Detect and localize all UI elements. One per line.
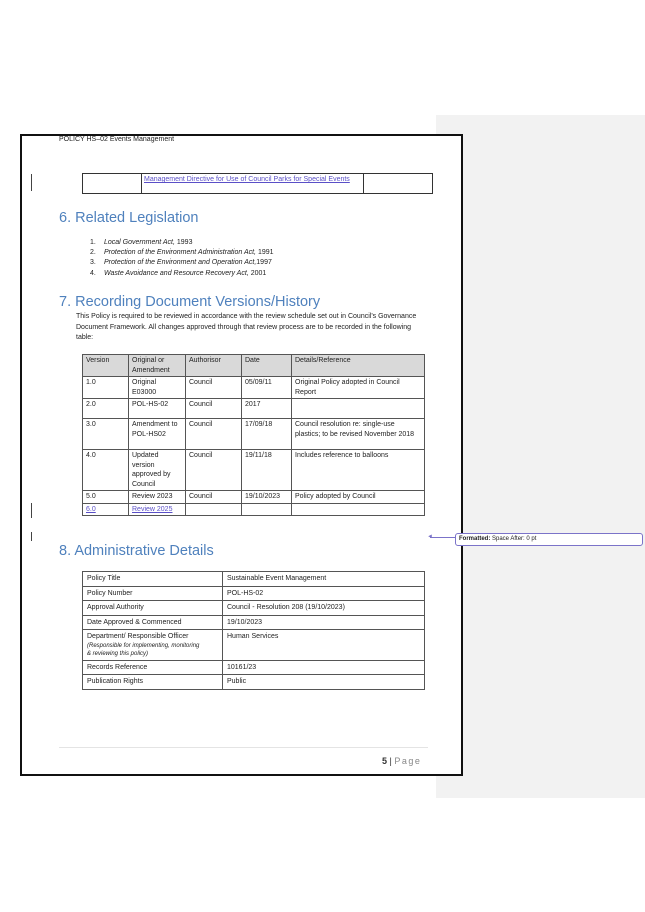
section-6-heading: 6. Related Legislation xyxy=(59,210,199,226)
table-row: Date Approved & Commenced 19/10/2023 xyxy=(83,615,425,630)
table-row: 4.0 Updated version approved by Council Council 19/11/18 Includes reference to balloons xyxy=(83,450,425,491)
table-row: Approval Authority Council - Resolution 208 (19/10/2023) xyxy=(83,601,425,616)
table-row: Department/ Responsible Officer (Responsible for implementing, monitoring & reviewing this policy) Human Services xyxy=(83,630,425,661)
column-header: Details/Reference xyxy=(292,355,425,377)
table-cell xyxy=(364,174,432,193)
comment-connector xyxy=(430,537,455,538)
page-number: 5 | Page xyxy=(382,756,422,766)
table-cell xyxy=(83,174,142,193)
table-header-row xyxy=(83,355,425,377)
list-item: 4. Waste Avoidance and Resource Recovery Act, 2001 xyxy=(90,269,267,277)
table-row: Policy Title Sustainable Event Management xyxy=(83,572,425,587)
column-header: Authorisor xyxy=(186,355,242,377)
table-row: 1.0 Original E03000 Council 05/09/11 Original Policy adopted in Council Report xyxy=(83,377,425,399)
change-bar xyxy=(31,503,32,518)
table-row: Records Reference 10161/23 xyxy=(83,660,425,675)
list-item: 3. Protection of the Environment and Operation Act,1997 xyxy=(90,259,272,267)
change-bar xyxy=(31,174,32,191)
table-row: Publication Rights Public xyxy=(83,675,425,690)
arrow-left-icon: ◄ xyxy=(427,534,433,540)
parks-directive-table xyxy=(82,173,433,194)
table-row: 3.0 Amendment to POL-HS02 Council 17/09/18 Council resolution re: single-use plastics; to be revised November 2018 xyxy=(83,419,425,450)
legislation-list xyxy=(90,238,274,279)
formatting-comment-balloon[interactable]: Formatted: Space After: 0 pt xyxy=(455,533,643,546)
list-item: 2. Protection of the Environment Administration Act, 1991 xyxy=(90,249,274,257)
column-header: Original or Amendment xyxy=(129,355,186,377)
column-header: Version xyxy=(83,355,129,377)
table-row: Policy Number POL-HS-02 xyxy=(83,586,425,601)
table-row: 5.0 Review 2023 Council 19/10/2023 Policy adopted by Council xyxy=(83,491,425,504)
change-bar xyxy=(31,532,32,541)
section-7-intro: This Policy is required to be reviewed in accordance with the review schedule set out in Council's Governance Document Framework. All changes approved through that review process are to be recorded in the following table: xyxy=(76,313,417,341)
version-history-table xyxy=(82,354,425,516)
markup-pane xyxy=(436,115,645,798)
table-row: 2.0 POL-HS-02 Council 2017 xyxy=(83,399,425,419)
parks-directive-link[interactable]: Management Directive for Use of Council Parks for Special Events xyxy=(144,176,350,183)
page-header: POLICY HS–02 Events Management xyxy=(59,136,175,143)
list-item: 1. Local Government Act, 1993 xyxy=(90,239,193,246)
section-8-heading: 8. Administrative Details xyxy=(59,543,214,559)
column-header: Date xyxy=(242,355,292,377)
administrative-details-table xyxy=(82,571,425,690)
footer-divider xyxy=(59,747,428,748)
section-7-heading: 7. Recording Document Versions/History xyxy=(59,294,321,310)
table-row: 6.0 Review 2025 xyxy=(83,503,425,516)
table-cell xyxy=(142,174,364,193)
